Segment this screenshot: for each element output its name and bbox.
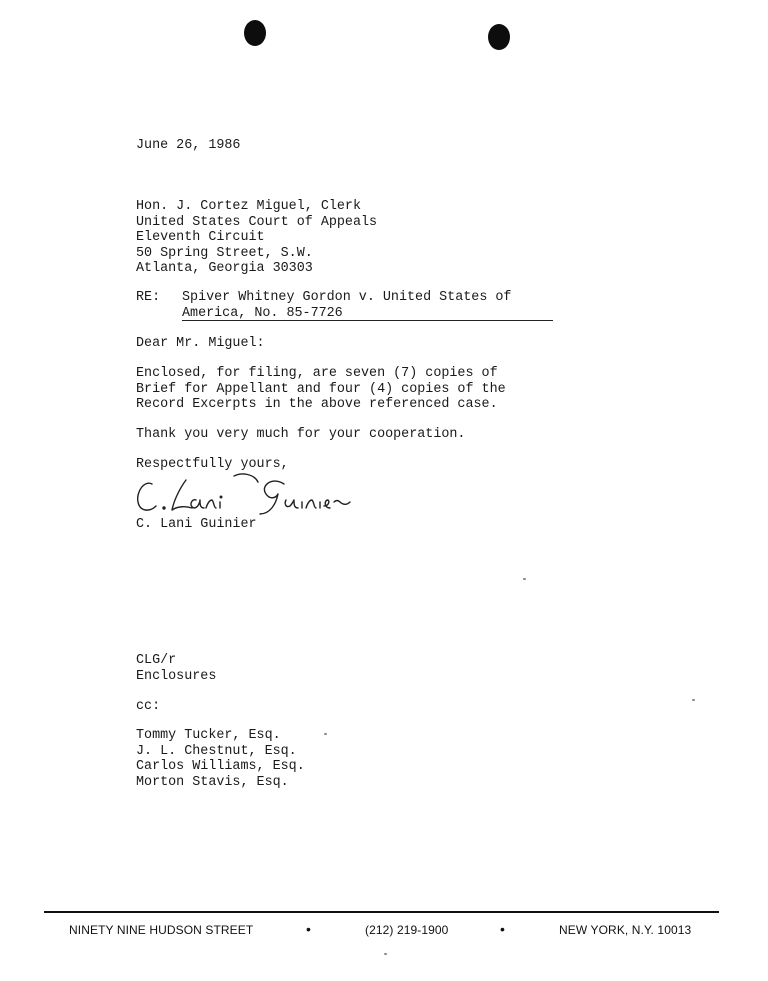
signer-name: C. Lani Guinier xyxy=(136,517,257,532)
cc-list xyxy=(136,728,305,790)
address-line: United States Court of Appeals xyxy=(136,214,378,230)
re-line: America, No. 85-7726 xyxy=(182,305,343,321)
paper-speck xyxy=(523,578,526,580)
re-subject xyxy=(182,290,511,321)
cc-label: cc: xyxy=(136,699,161,714)
punch-hole-right xyxy=(488,24,510,50)
footer-bullet: • xyxy=(500,921,506,937)
body-paragraph-thanks: Thank you very much for your cooperation. xyxy=(136,427,466,442)
address-line: Eleventh Circuit xyxy=(136,230,265,245)
re-underline xyxy=(182,320,553,321)
paper-speck xyxy=(692,699,695,701)
paper-speck xyxy=(324,733,327,735)
salutation: Dear Mr. Miguel: xyxy=(136,336,265,351)
paper-speck xyxy=(384,953,387,955)
re-line: Spiver Whitney Gordon v. United States of xyxy=(182,290,512,305)
footer-bullet: • xyxy=(306,921,312,937)
re-label: RE: xyxy=(136,290,161,305)
recipient-address xyxy=(136,199,377,277)
footer-street: NINETY NINE HUDSON STREET xyxy=(69,923,254,937)
address-line: Hon. J. Cortez Miguel, Clerk xyxy=(136,199,361,214)
letter-date: June 26, 1986 xyxy=(136,138,241,153)
cc-recipient: Tommy Tucker, Esq. xyxy=(136,728,281,743)
reference-initials xyxy=(136,653,216,684)
footer-rule xyxy=(44,911,719,913)
address-line: Atlanta, Georgia 30303 xyxy=(136,261,313,276)
initials: CLG/r xyxy=(136,653,177,668)
body-paragraph xyxy=(136,366,506,413)
enclosures-note: Enclosures xyxy=(136,668,217,684)
body-line: Record Excerpts in the above referenced case. xyxy=(136,397,498,412)
body-line: Enclosed, for filing, are seven (7) copies of xyxy=(136,366,498,381)
punch-hole-left xyxy=(244,20,266,46)
footer-phone: (212) 219-1900 xyxy=(365,923,449,937)
handwritten-signature xyxy=(134,470,364,520)
body-line: Brief for Appellant and four (4) copies of the xyxy=(136,381,506,397)
cc-recipient: J. L. Chestnut, Esq. xyxy=(136,743,297,759)
closing: Respectfully yours, xyxy=(136,457,289,472)
address-line: 50 Spring Street, S.W. xyxy=(136,245,313,261)
cc-recipient: Morton Stavis, Esq. xyxy=(136,774,289,790)
footer-city: NEW YORK, N.Y. 10013 xyxy=(559,923,692,937)
cc-recipient: Carlos Williams, Esq. xyxy=(136,759,305,774)
